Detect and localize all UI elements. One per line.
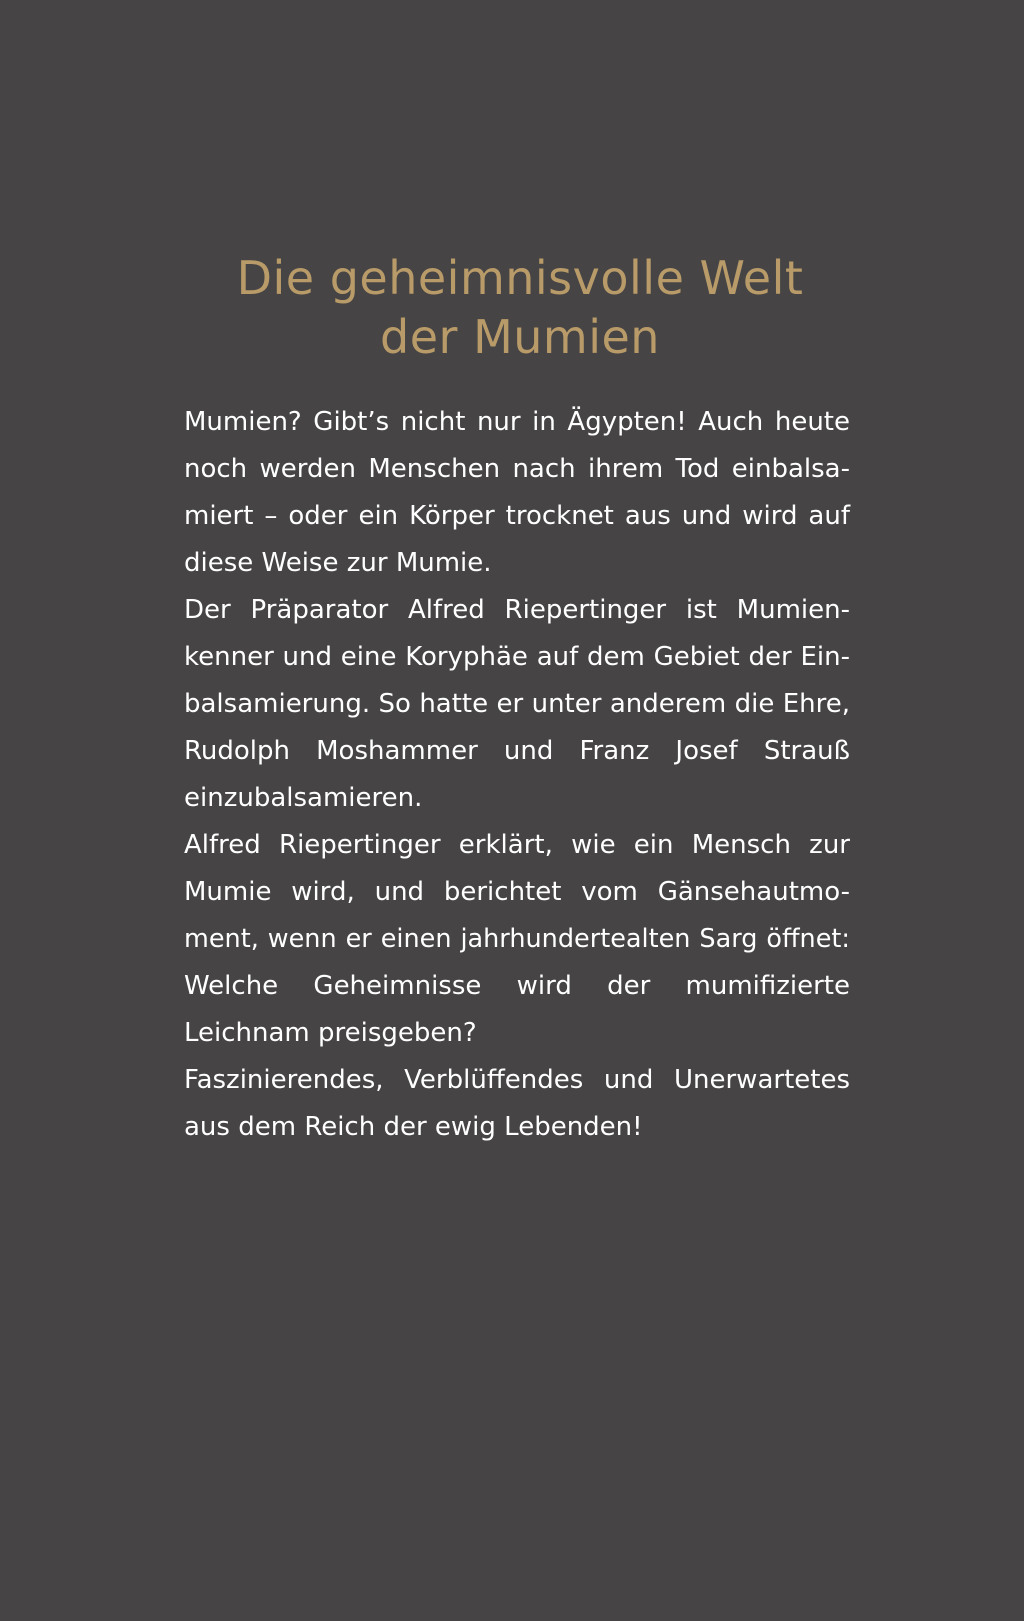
paragraph bbox=[184, 399, 850, 587]
text-line: balsamierung. So hatte er unter anderem die Ehre, bbox=[184, 689, 850, 719]
text-line: ment, wenn er einen jahrhundertealten Sarg öffnet: bbox=[184, 924, 850, 954]
text-line: Faszinierendes, Verblüffendes und Unerwartetes bbox=[184, 1065, 850, 1095]
paragraph bbox=[184, 1057, 850, 1151]
text-line: Mumie wird, und berichtet vom Gänsehautmo- bbox=[184, 877, 850, 907]
paragraph bbox=[184, 587, 850, 822]
text-line: Mumien? Gibt’s nicht nur in Ägypten! Auch heute bbox=[184, 407, 850, 437]
text-line: Rudolph Moshammer und Franz Josef Strauß bbox=[184, 736, 850, 766]
text-line: Leichnam preisgeben? bbox=[184, 1018, 477, 1048]
text-line: Welche Geheimnisse wird der mumifizierte bbox=[184, 971, 850, 1001]
text-line: diese Weise zur Mumie. bbox=[184, 548, 492, 578]
paragraph bbox=[184, 822, 850, 1057]
text-line: Der Präparator Alfred Riepertinger ist Mumien- bbox=[184, 595, 850, 625]
text-line: aus dem Reich der ewig Lebenden! bbox=[184, 1112, 643, 1142]
text-line: miert – oder ein Körper trocknet aus und wird auf bbox=[184, 501, 850, 531]
blurb-text bbox=[184, 399, 850, 1151]
text-line: kenner und eine Koryphäe auf dem Gebiet der Ein- bbox=[184, 642, 850, 672]
text-line: Alfred Riepertinger erklärt, wie ein Mensch zur bbox=[184, 830, 850, 860]
text-line: noch werden Menschen nach ihrem Tod einbalsa- bbox=[184, 454, 850, 484]
book-title bbox=[120, 249, 920, 367]
title-line: Die geheimnisvolle Welt bbox=[236, 251, 804, 305]
title-line: der Mumien bbox=[380, 310, 660, 364]
text-line: einzubalsamieren. bbox=[184, 783, 423, 813]
